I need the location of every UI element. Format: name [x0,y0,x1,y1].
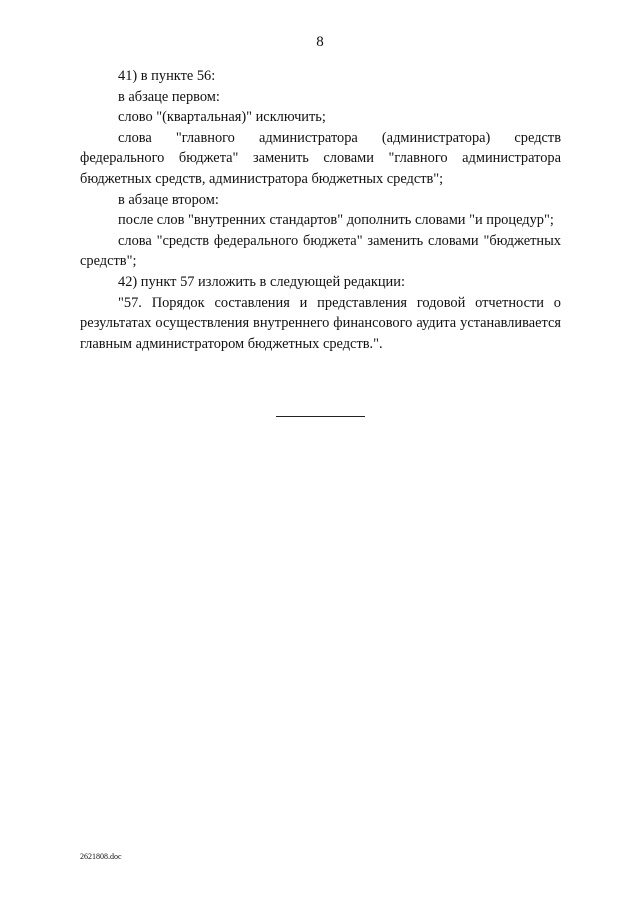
section-divider [276,416,365,417]
footer-file-name: 2621808.doc [80,852,122,861]
paragraph-words-replace-2: слова "средств федерального бюджета" заменить словами "бюджетных средств"; [80,232,561,270]
paragraph-item-42: 42) пункт 57 изложить в следующей редакции: [118,273,405,290]
paragraph-word-exclude: слово "(квартальная)" исключить; [118,109,326,126]
paragraph-second-abzac: в абзаце втором: [118,191,219,208]
document-body [80,66,561,354]
page-number: 8 [316,34,324,50]
paragraph-after-words: после слов "внутренних стандартов" дополнить словами "и процедур"; [118,212,554,229]
paragraph-item-41: 41) в пункте 56: [118,68,216,84]
paragraph-first-abzac: в абзаце первом: [118,88,220,105]
paragraph-words-replace-1: слова "главного администратора (администратора) средств федерального бюджета" заменить словами "главного администратора бюджетных средств, администратора бюджетных средств"; [80,129,561,187]
paragraph-item-57-text: "57. Порядок составления и представления годовой отчетности о результатах осуществления внутреннего финансового аудита устанавливается главным администратором бюджетных средств.". [80,294,561,352]
